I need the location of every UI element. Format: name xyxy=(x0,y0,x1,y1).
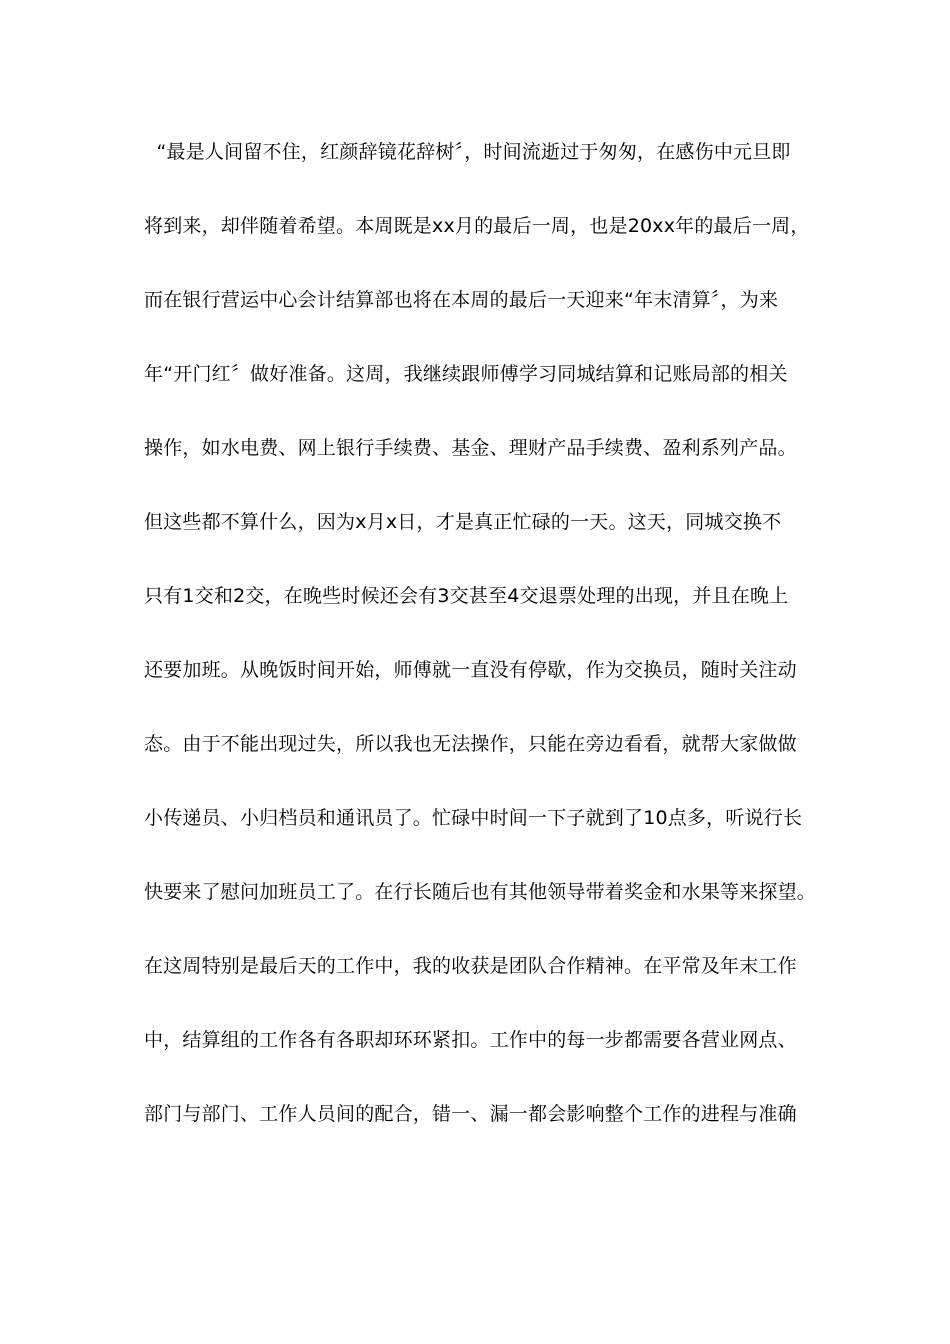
text-line-2: 将到来，却伴随着希望。本周既是xx月的最后一周，也是20xx年的最后一周， xyxy=(144,215,810,237)
text-line-9: 态。由于不能出现过失，所以我也无法操作，只能在旁边看看，就帮大家做做 xyxy=(144,733,797,755)
text-line-8: 还要加班。从晚饭时间开始，师傅就一直没有停歇，作为交换员，随时关注动 xyxy=(144,659,797,681)
text-line-13: 中，结算组的工作各有各职却环环紧扣。工作中的每一步都需要各营业网点、 xyxy=(144,1029,797,1051)
text-line-4: 年“开门红〞做好准备。这周，我继续跟师傅学习同城结算和记账局部的相关 xyxy=(144,363,788,385)
text-line-6: 但这些都不算什么，因为x月x日，才是真正忙碌的一天。这天，同城交换不 xyxy=(144,511,782,533)
text-line-10: 小传递员、小归档员和通讯员了。忙碌中时间一下子就到了10点多，听说行长 xyxy=(144,807,803,829)
text-line-11: 快要来了慰问加班员工了。在行长随后也有其他领导带着奖金和水果等来探望。 xyxy=(144,881,817,903)
text-line-3: 而在银行营运中心会计结算部也将在本周的最后一天迎来“年末清算〞，为来 xyxy=(144,289,779,311)
text-line-12: 在这周特别是最后天的工作中，我的收获是团队合作精神。在平常及年末工作 xyxy=(144,955,797,977)
body-paragraph xyxy=(144,134,817,1170)
text-line-14: 部门与部门、工作人员间的配合，错一、漏一都会影响整个工作的进程与准确 xyxy=(144,1103,797,1125)
text-line-1: “最是人间留不住，红颜辞镜花辞树〞，时间流逝过于匆匆，在感伤中元旦即 xyxy=(144,141,791,163)
text-line-5: 操作，如水电费、网上银行手续费、基金、理财产品手续费、盈利系列产品。 xyxy=(144,437,797,459)
text-line-7: 只有1交和2交，在晚些时候还会有3交甚至4交退票处理的出现，并且在晚上 xyxy=(144,585,789,607)
